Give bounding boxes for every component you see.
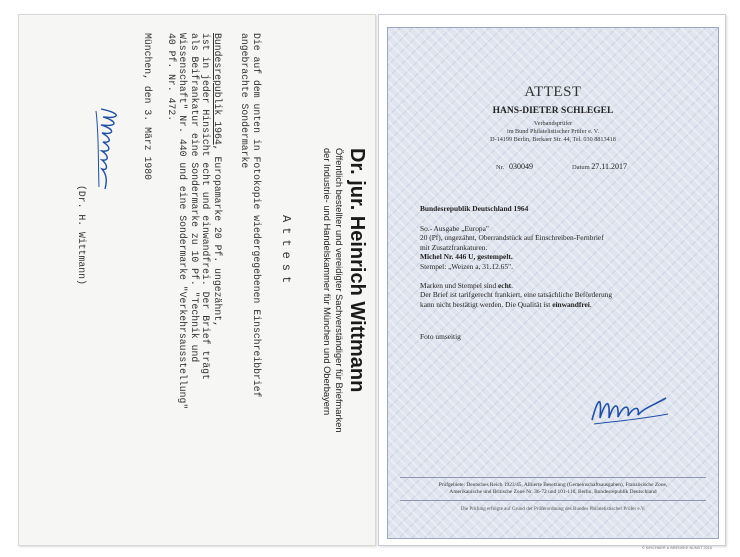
certificate-photo-note: Foto umseitig	[420, 332, 461, 341]
letter-signature	[89, 105, 129, 195]
certificate-examiner-address: D-14199 Berlin, Berkaer Str. 44, Tel. 030 8813418	[490, 136, 616, 143]
certificate-printer-mark: © KIRCHNER & BRENSKE BUNDT 2016	[641, 546, 712, 550]
letter-line: ist in jeder Hinsicht echt und einwandfrei. Der Brief trägt	[200, 33, 212, 380]
certificate-footer-areas: Prüfgebiete: Deutsches Reich 1923/45, Alliierte Besetzung (Gemeinschaftsausgaben), Französische Zone, Amerikanische und Britische Zone Nr. 36-72 und 101-110, Berlin, Bundesrepublik Deutschland	[438, 482, 668, 495]
letter-rotated-content	[19, 15, 375, 545]
certificate-divider	[400, 477, 706, 478]
letter-author-name: Dr. jur. Heinrich Wittmann	[346, 148, 368, 393]
certificate-footer-rules: Die Prüfung erfolgte auf Grund der Prüferordnung des Bundes Philatelistischer Prüfer e.V.	[460, 506, 646, 512]
certificate-title: ATTEST	[524, 84, 582, 100]
letter-author-chamber: der Industrie- und Handelskammer für München und Oberbayern	[322, 148, 332, 416]
letter-paragraph-2	[166, 33, 224, 409]
certificate-examiner-role: Verbandsprüfer	[533, 120, 573, 127]
letter-paragraph-1	[239, 33, 262, 398]
letter-date: München, den 3. März 1980	[142, 33, 153, 180]
certificate-examiner-org: im Bund Philatelistischer Prüfer e. V.	[506, 128, 600, 135]
letter-signer: (Dr. H. Wittmann)	[76, 185, 87, 285]
letter-underlined-issue: Bundesrepublik 1964	[212, 33, 223, 145]
letter-author-title: Öffentlich bestellter und vereidigter Sachverständiger für Briefmarken	[334, 148, 344, 433]
wittmann-letter	[18, 14, 376, 546]
certificate-panel	[387, 27, 719, 550]
certificate-divider	[400, 500, 706, 501]
certificate-verdict: Marken und Stempel sind echt. Der Brief ist tarifgerecht frankiert, eine tatsächliche Beförderung kann nicht bestätigt werden. Die Qualität ist einwandfrei.	[420, 281, 613, 309]
certificate-number: Nr. 030049	[496, 162, 533, 171]
certificate-date: Datum 27.11.2017	[572, 162, 628, 171]
letter-letterhead	[321, 148, 369, 538]
schlegel-certificate	[378, 14, 726, 550]
letter-line: angebrachte Sondermarke	[239, 33, 251, 169]
letter-title: Attest	[279, 215, 293, 289]
letter-line: Wissenschaft" Nr. 440 und eine Sondermarke "Verkehrsausstellung"	[177, 33, 189, 410]
letter-line: als Beifrankatur eine Sondermarke zu 10 Pf. "Technik und	[189, 33, 200, 363]
certificate-heading: Bundesrepublik Deutschland 1964	[420, 204, 529, 213]
certificate-signature	[584, 384, 674, 430]
certificate-date-value: 27.11.2017	[591, 162, 628, 171]
certificate-body: So.- Ausgabe „Europa" 20 (Pf), ungezähnt, Oberrandstück auf Einschreiben-Fernbrief mit Zusatzfrankaturen. Michel Nr. 446 U, gestempelt. Stempel: „Weizen a, 31.12.65".	[420, 224, 710, 271]
letter-line: Bundesrepublik 1964, Europamarke 20 Pf. ungezähnt,	[212, 33, 223, 327]
certificate-examiner-name: HANS-DIETER SCHLEGEL	[492, 106, 614, 116]
letter-line: 40 Pf. Nr. 472.	[166, 33, 177, 122]
letter-line: Die auf dem unten in Fotokopie wiedergegebenen Einschreibbrief	[251, 33, 262, 398]
certificate-michel-number: Michel Nr. 446 U, gestempelt.	[420, 252, 513, 262]
certificate-number-value: 030049	[509, 162, 533, 171]
